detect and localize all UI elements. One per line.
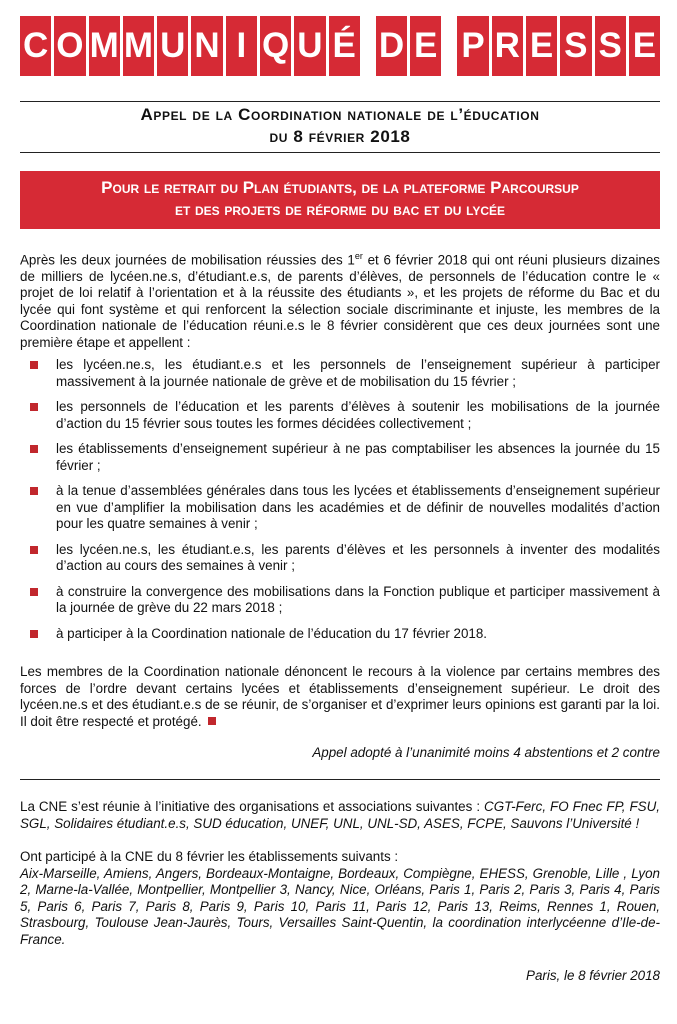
banner-letter: D	[376, 16, 407, 76]
banner-letter: S	[595, 16, 626, 76]
banner-letter: R	[492, 16, 523, 76]
list-item-text: les lycéen.ne.s, les étudiant.e.s et les personnels de l’enseignement supérieur à participer massivement à la journée nationale de grève et de mobilisation du 15 février ;	[56, 357, 660, 389]
list-item	[20, 441, 660, 474]
list-item	[20, 399, 660, 432]
intro-text-rest: et 6 février 2018 qui ont réuni plusieurs dizaines de milliers de lycéen.ne.s, d’étudiant.e.s, de parents d’élèves, de personnels de l’éducation contre le « projet de loi relatif à l’orientation et à la réussite des étudiants », et les projets de réforme du Bac et du lycée qui font système et qui renforcent la sélection sociale discriminante et injuste, les membres de la Coordination nationale de l’éducation réuni.e.s le 8 février considèrent que ces deux journées sont une première étape et appellent :	[20, 252, 661, 350]
signoff: Paris, le 8 février 2018	[526, 968, 660, 983]
document-heading	[20, 104, 660, 148]
cne-intro-text: La CNE s’est réunie à l’initiative des organisations et associations suivantes :	[20, 799, 485, 814]
banner-letter: M	[123, 16, 154, 76]
list-item-text: les personnels de l’éducation et les parents d’élèves à soutenir les mobilisations de la journée d’action du 15 février sous toutes les formes décidées collectivement ;	[56, 399, 660, 431]
red-square-bullet-icon	[30, 546, 38, 554]
red-square-bullet-icon	[30, 361, 38, 369]
cne-organizations: CGT-Ferc, FO Fnec FP, FSU, SGL, Solidaires étudiant.e.s, SUD éducation, UNEF, UNL, UNL-SD, ASES, FCPE, Sauvons l’Université !	[20, 799, 660, 831]
title-line-1: Pour le retrait du Plan étudiants, de la plateforme Parcoursup	[101, 178, 579, 197]
adoption-note: Appel adopté à l’unanimité moins 4 abstentions et 2 contre	[312, 745, 660, 760]
red-square-bullet-icon	[30, 588, 38, 596]
banner-spacer	[363, 16, 373, 76]
banner-letter: I	[226, 16, 257, 76]
intro-text-start: Après les deux journées de mobilisation réussies des 1	[20, 252, 355, 268]
banner-letter: U	[157, 16, 188, 76]
banner-letter: É	[329, 16, 360, 76]
press-release-banner	[20, 16, 660, 76]
list-item	[20, 542, 660, 575]
list-item-text: les établissements d’enseignement supérieur à ne pas comptabiliser les absences la journée du 15 février ;	[56, 441, 660, 473]
denounce-paragraph	[20, 664, 660, 730]
banner-letter: O	[54, 16, 85, 76]
list-item	[20, 483, 660, 533]
list-item	[20, 357, 660, 390]
denounce-text: Les membres de la Coordination nationale dénoncent le recours à la violence par certains membres des forces de l’ordre devant certains lycées et établissements d’enseignement supérieur. Le droit des lycéen.ne.s et des étudiant.e.s de se réunir, de s’organiser et d’exprimer leurs opinions est garanti par la loi. Il doit être respecté et protégé.	[20, 664, 660, 729]
heading-line-2: du 8 février 2018	[269, 127, 411, 146]
banner-letter: E	[410, 16, 441, 76]
cne-list-heading: Ont participé à la CNE du 8 février les établissements suivants :	[20, 849, 399, 864]
banner-letter: E	[526, 16, 557, 76]
heading-line-1: Appel de la Coordination nationale de l’éducation	[140, 105, 540, 124]
banner-letter: Q	[260, 16, 291, 76]
list-item-text: à construire la convergence des mobilisations dans la Fonction publique et participer massivement à la journée de grève du 22 mars 2018 ;	[56, 583, 660, 615]
list-item	[20, 626, 660, 643]
list-item-text: les lycéen.ne.s, les étudiant.e.s, les parents d’élèves et les personnels à inventer des modalités d’action au cours des semaines à venir ;	[56, 541, 660, 573]
banner-letter: P	[457, 16, 488, 76]
banner-spacer	[444, 16, 454, 76]
red-square-bullet-icon	[30, 445, 38, 453]
ordinal-superscript: er	[354, 251, 363, 261]
cne-establishments-paragraph	[20, 849, 660, 948]
red-square-end-icon	[208, 717, 216, 725]
appeal-list	[20, 357, 660, 651]
red-square-bullet-icon	[30, 487, 38, 495]
divider	[20, 152, 660, 153]
title-line-2: et des projets de réforme du bac et du lycée	[174, 200, 506, 219]
intro-paragraph	[20, 248, 660, 351]
red-square-bullet-icon	[30, 403, 38, 411]
banner-letter: E	[629, 16, 660, 76]
divider	[20, 101, 660, 102]
cne-organizations-paragraph	[20, 799, 660, 832]
cne-establishments: Aix-Marseille, Amiens, Angers, Bordeaux-Montaigne, Bordeaux, Compiègne, EHESS, Grenoble, Lille , Lyon 2, Marne-la-Vallée, Montpellier, Montpellier 3, Nancy, Nice, Orléans, Paris 1, Paris 2, Paris 3, Paris 4, Paris 5, Paris 6, Paris 7, Paris 8, Paris 9, Paris 10, Paris 11, Paris 12, Paris 13, Reims, Rennes 1, Rouen, Strasbourg, Toulouse Jean-Jaurès, Tours, Versailles Saint-Quentin, la coordination interlycéenne d’Ile-de-France.	[20, 865, 660, 947]
banner-letter: M	[89, 16, 120, 76]
list-item-text: à participer à la Coordination nationale de l’éducation du 17 février 2018.	[56, 625, 488, 641]
banner-letter: N	[191, 16, 222, 76]
banner-letter: S	[560, 16, 591, 76]
list-item-text: à la tenue d’assemblées générales dans tous les lycées et établissements d’enseignement supérieur en vue d’amplifier la mobilisation dans les académies et de définir de nouvelles modalités d’action pour les quatre semaines à venir ;	[56, 483, 660, 531]
list-item	[20, 584, 660, 617]
title-box	[20, 171, 660, 229]
banner-letter: C	[20, 16, 51, 76]
red-square-bullet-icon	[30, 630, 38, 638]
banner-letter: U	[294, 16, 325, 76]
divider	[20, 779, 660, 780]
